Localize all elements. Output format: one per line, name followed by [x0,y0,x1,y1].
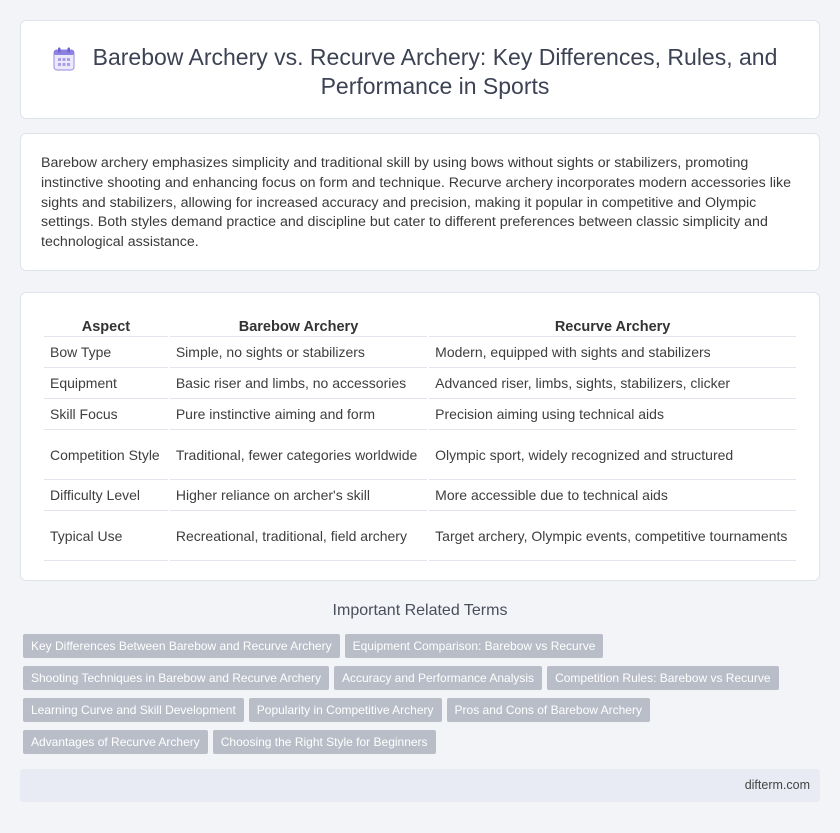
cell-barebow: Traditional, fewer categories worldwide [170,430,427,480]
related-terms-title: Important Related Terms [332,602,508,619]
cell-aspect: Skill Focus [44,399,168,430]
cell-aspect: Bow Type [44,337,168,368]
cell-barebow: Higher reliance on archer's skill [170,480,427,511]
summary-text: Barebow archery emphasizes simplicity and traditional skill by using bows without sights or stabilizers, promoting instinctive shooting and enhancing focus on form and technique. Recurve archery incorporates modern accessories like sights and stabilizers, allowing for increased accuracy and precision, making it popular in competitive and Olympic settings. Both styles demand practice and discipline but cater to different preferences between classic simplicity and technological assistance. [41,155,791,251]
table-row [44,337,796,368]
related-term-link[interactable]: Popularity in Competitive Archery [249,698,442,722]
summary-card [20,133,820,271]
cell-aspect: Typical Use [44,511,168,561]
cell-aspect: Difficulty Level [44,480,168,511]
tag-row [23,730,823,762]
table-row [44,430,796,480]
comparison-table-card [20,292,820,581]
tag-row [23,666,823,698]
table-header-row [44,315,796,337]
header-barebow: Barebow Archery [170,315,427,337]
cell-recurve: Target archery, Olympic events, competitive tournaments [429,511,796,561]
table-row [44,511,796,561]
table-row [44,480,796,511]
header-aspect: Aspect [44,315,168,337]
cell-aspect: Equipment [44,368,168,399]
tag-row [23,698,823,730]
related-term-link[interactable]: Shooting Techniques in Barebow and Recurve Archery [23,666,329,690]
related-term-link[interactable]: Equipment Comparison: Barebow vs Recurve [345,634,604,658]
related-term-link[interactable]: Accuracy and Performance Analysis [334,666,542,690]
cell-barebow: Pure instinctive aiming and form [170,399,427,430]
cell-aspect: Competition Style [44,430,168,480]
related-term-link[interactable]: Learning Curve and Skill Development [23,698,244,722]
table-row [44,368,796,399]
related-term-link[interactable]: Advantages of Recurve Archery [23,730,208,754]
related-term-link[interactable]: Key Differences Between Barebow and Recurve Archery [23,634,340,658]
tag-row [23,634,823,666]
footer-site-link[interactable]: difterm.com [744,778,810,792]
cell-barebow: Recreational, traditional, field archery [170,511,427,561]
cell-recurve: Advanced riser, limbs, sights, stabilizers, clicker [429,368,796,399]
cell-recurve: More accessible due to technical aids [429,480,796,511]
related-term-link[interactable]: Pros and Cons of Barebow Archery [447,698,650,722]
page-title: Barebow Archery vs. Recurve Archery: Key Differences, Rules, and Performance in Sports [92,44,778,99]
header-card [20,20,820,119]
related-term-link[interactable]: Choosing the Right Style for Beginners [213,730,436,754]
related-terms-list [23,634,823,762]
footer [20,769,820,802]
cell-recurve: Precision aiming using technical aids [429,399,796,430]
cell-recurve: Olympic sport, widely recognized and structured [429,430,796,480]
header-recurve: Recurve Archery [429,315,796,337]
cell-barebow: Basic riser and limbs, no accessories [170,368,427,399]
related-term-link[interactable]: Competition Rules: Barebow vs Recurve [547,666,778,690]
table-row [44,399,796,430]
cell-barebow: Simple, no sights or stabilizers [170,337,427,368]
cell-recurve: Modern, equipped with sights and stabilizers [429,337,796,368]
comparison-table [42,315,798,561]
